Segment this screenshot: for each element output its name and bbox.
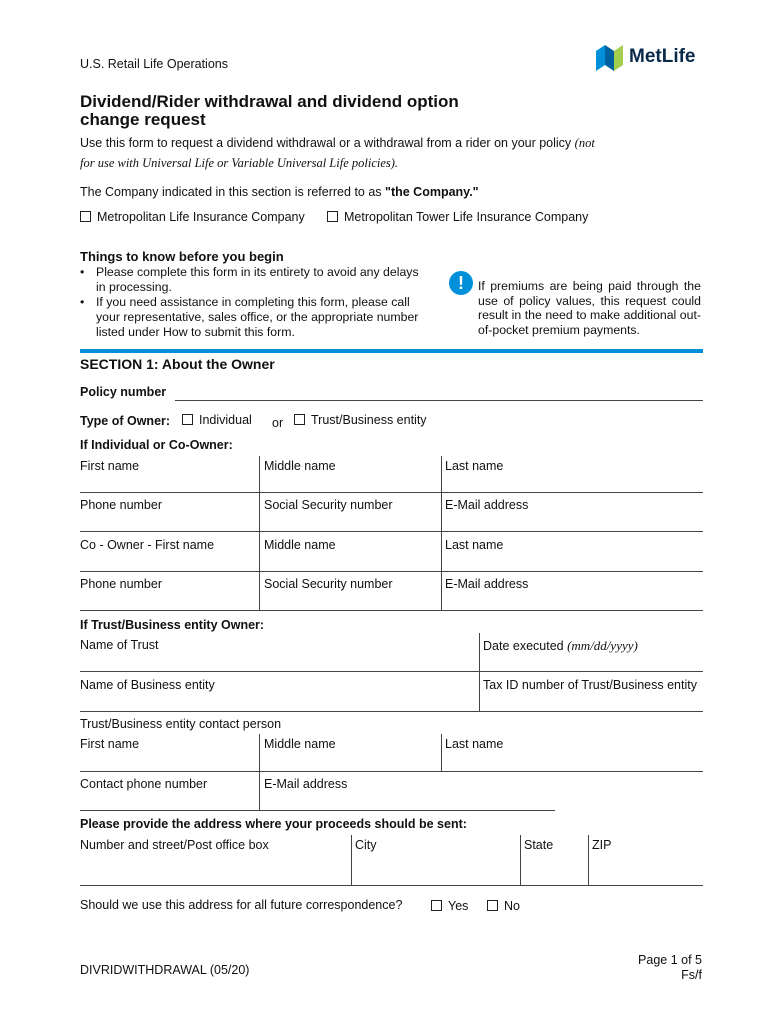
intro-italic-1: (not — [574, 136, 595, 150]
trust-heading: If Trust/Business entity Owner: — [80, 618, 265, 632]
name-of-trust-label: Name of Trust — [80, 638, 159, 652]
metlife-logo-icon — [596, 45, 624, 71]
divider — [479, 672, 480, 711]
trust-label: Trust/Business entity — [311, 413, 427, 427]
middle-name-label: Middle name — [264, 459, 336, 473]
contact-last-name-label: Last name — [445, 737, 504, 751]
checkbox[interactable] — [327, 211, 338, 222]
trust-name-field[interactable] — [80, 671, 703, 672]
exclamation-icon: ! — [449, 271, 473, 295]
things-heading: Things to know before you begin — [80, 249, 284, 264]
company-option-metropolitan-life[interactable] — [80, 210, 305, 224]
contact-phone-label: Contact phone number — [80, 777, 208, 791]
divider — [259, 532, 260, 571]
address-field[interactable] — [80, 885, 703, 886]
company-option2-label: Metropolitan Tower Life Insurance Company — [344, 210, 589, 224]
first-name-row-field[interactable] — [80, 492, 703, 493]
individual-heading: If Individual or Co-Owner: — [80, 438, 233, 452]
divider — [441, 734, 442, 771]
policy-number-label: Policy number — [80, 385, 167, 399]
divider — [259, 772, 260, 810]
divider — [441, 572, 442, 610]
company-prefix: The Company indicated in this section is referred to as — [80, 185, 382, 199]
co-owner-first-name-label: Co - Owner - First name — [80, 538, 215, 552]
co-phone-label: Phone number — [80, 577, 163, 591]
form-code: DIVRIDWITHDRAWAL (05/20) — [80, 963, 250, 977]
divider — [259, 572, 260, 610]
co-owner-row-field[interactable] — [80, 571, 703, 572]
checkbox[interactable] — [431, 900, 442, 911]
phone-row-field[interactable] — [80, 531, 703, 532]
page-number: Page 1 of 5 — [638, 953, 702, 967]
state-label: State — [524, 838, 554, 852]
company-bold: "the Company." — [385, 185, 479, 199]
co-phone-row-field[interactable] — [80, 610, 703, 611]
email-label: E-Mail address — [445, 498, 529, 512]
co-ssn-label: Social Security number — [264, 577, 393, 591]
contact-middle-name-label: Middle name — [264, 737, 336, 751]
policy-number-field[interactable] — [175, 400, 703, 401]
business-name-field[interactable] — [80, 711, 703, 712]
title-line2: change request — [80, 110, 206, 129]
date-executed-label — [483, 638, 638, 654]
divider — [479, 633, 480, 671]
list-item: • If you need assistance in completing this form, please call your representative, sales office, or the appropriate number listed under How to submit this form. — [80, 295, 430, 340]
divider — [520, 835, 521, 885]
checkbox[interactable] — [487, 900, 498, 911]
division-label: U.S. Retail Life Operations — [80, 57, 228, 71]
intro-italic-2: for use with Universal Life or Variable Universal Life policies). — [80, 156, 399, 170]
company-option-metropolitan-tower[interactable] — [327, 210, 588, 224]
individual-label: Individual — [199, 413, 252, 427]
divider — [441, 532, 442, 571]
footer-code: Fs/f — [681, 968, 702, 982]
checkbox[interactable] — [80, 211, 91, 222]
owner-individual-option[interactable] — [182, 413, 252, 427]
metlife-logo — [596, 44, 706, 72]
ssn-label: Social Security number — [264, 498, 393, 512]
divider — [259, 734, 260, 771]
checkbox[interactable] — [294, 414, 305, 425]
company-statement — [80, 185, 479, 199]
divider — [351, 835, 352, 885]
intro-text — [80, 133, 700, 173]
page-title — [80, 93, 459, 129]
future-no-option[interactable] — [487, 899, 520, 913]
co-email-label: E-Mail address — [445, 577, 529, 591]
type-of-owner-label: Type of Owner: — [80, 414, 171, 428]
divider — [441, 493, 442, 531]
first-name-label: First name — [80, 459, 140, 473]
section-divider — [80, 349, 703, 353]
address-heading: Please provide the address where your proceeds should be sent: — [80, 817, 467, 831]
alert-text: If premiums are being paid through the use of policy values, this request could result in the need to make additional out-of-pocket premium payments. — [478, 279, 701, 337]
contact-person-label: Trust/Business entity contact person — [80, 717, 282, 731]
divider — [259, 493, 260, 531]
zip-label: ZIP — [592, 838, 612, 852]
or-label: or — [272, 416, 284, 430]
list-item: • Please complete this form in its entirety to avoid any delays in processing. — [80, 265, 430, 295]
last-name-label: Last name — [445, 459, 504, 473]
city-label: City — [355, 838, 377, 852]
page-info — [638, 953, 702, 983]
future-yes-option[interactable] — [431, 899, 468, 913]
co-middle-name-label: Middle name — [264, 538, 336, 552]
future-correspondence-question: Should we use this address for all future correspondence? — [80, 898, 403, 912]
things-list — [80, 265, 430, 340]
intro-main: Use this form to request a dividend withdrawal or a withdrawal from a rider on your policy — [80, 136, 572, 150]
logo-text: MetLife — [629, 46, 696, 67]
title-line1: Dividend/Rider withdrawal and dividend option — [80, 92, 459, 111]
no-label: No — [504, 899, 520, 913]
contact-name-field[interactable] — [80, 771, 703, 772]
contact-email-label: E-Mail address — [264, 777, 348, 791]
checkbox[interactable] — [182, 414, 193, 425]
divider — [441, 456, 442, 492]
divider — [259, 456, 260, 492]
co-last-name-label: Last name — [445, 538, 504, 552]
yes-label: Yes — [448, 899, 469, 913]
divider — [588, 835, 589, 885]
contact-first-name-label: First name — [80, 737, 140, 751]
contact-phone-field[interactable] — [80, 810, 555, 811]
street-label: Number and street/Post office box — [80, 838, 269, 852]
date-format-text: (mm/dd/yyyy) — [567, 638, 638, 653]
date-executed-text: Date executed — [483, 639, 564, 653]
section1-heading: SECTION 1: About the Owner — [80, 356, 275, 372]
company-option1-label: Metropolitan Life Insurance Company — [97, 210, 305, 224]
tax-id-label: Tax ID number of Trust/Business entity — [483, 678, 697, 692]
owner-trust-option[interactable] — [294, 413, 427, 427]
business-name-label: Name of Business entity — [80, 678, 215, 692]
phone-label: Phone number — [80, 498, 163, 512]
